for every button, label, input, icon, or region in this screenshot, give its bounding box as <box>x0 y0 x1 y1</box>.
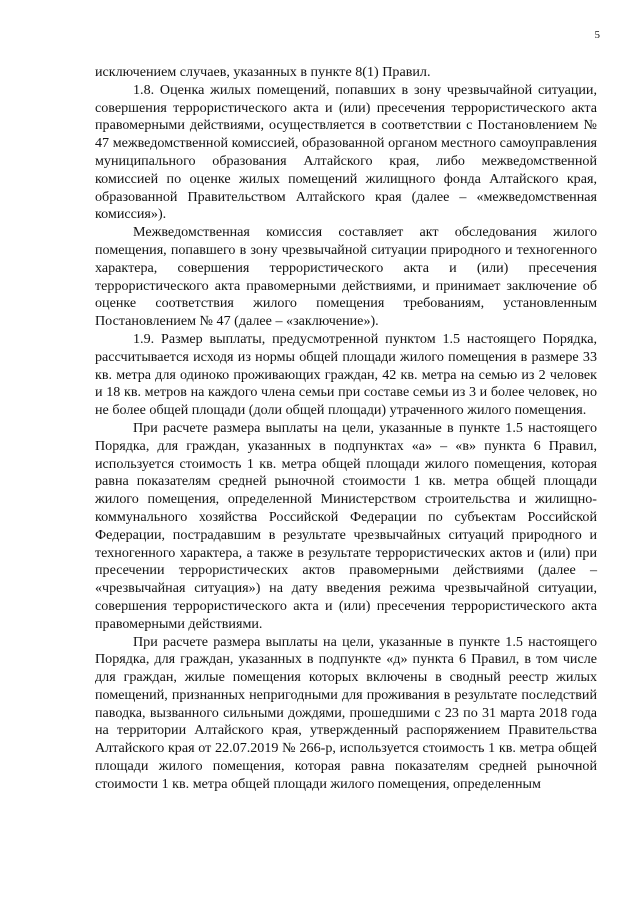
paragraph-4: 1.9. Размер выплаты, предусмотренной пунктом 1.5 настоящего Порядка, рассчитывается исходя из нормы общей площади жилого помещения в размере 33 кв. метра для одиноко проживающих граждан, 42 кв. метра на семью из 2 человек и 18 кв. метров на каждого члена семьи при составе семьи из 3 и более человек, но не более общей площади (доли общей площади) утраченного жилого помещения. <box>95 330 597 419</box>
paragraph-6: При расчете размера выплаты на цели, указанные в пункте 1.5 настоящего Порядка, для граждан, указанных в подпункте «д» пункта 6 Правил, в том числе для граждан, жилые помещения которых включены в сводный реестр жилых помещений, признанных непригодными для проживания в результате последствий паводка, вызванного сильными дождями, прошедшими с 23 по 31 марта 2018 года на территории Алтайского края, утвержденный распоряжением Правительства Алтайского края от 22.07.2019 № 266-р, используется стоимость 1 кв. метра общей площади жилого помещения, которая равна показателям средней рыночной стоимости 1 кв. метра общей площади жилого помещения, определенным <box>95 633 597 792</box>
document-body <box>95 64 597 794</box>
paragraph-5: При расчете размера выплаты на цели, указанные в пункте 1.5 настоящего Порядка, для граждан, указанных в подпунктах «а» – «в» пункта 6 Правил, используется стоимость 1 кв. метра общей площади жилого помещения, которая равна показателям средней рыночной стоимости 1 кв. метра общей площади жилого помещения, определенной Министерством строительства и жилищно-коммунального хозяйства Российской Федерации по субъектам Российской Федерации, пострадавшим в результате чрезвычайных ситуаций природного и техногенного характера, а также в результате террористических актов и (или) при пресечении террористических актов правомерными действиями (далее – «чрезвычайная ситуация») на дату введения режима чрезвычайной ситуации, совершения террористического акта и (или) пресечения террористического акта правомерными действиями. <box>95 419 597 632</box>
page-number: 5 <box>594 29 600 41</box>
paragraph-1: исключением случаев, указанных в пункте 8(1) Правил. <box>95 64 431 80</box>
paragraph-2: 1.8. Оценка жилых помещений, попавших в зону чрезвычайной ситуации, совершения террористического акта и (или) пресечения террористического акта правомерными действиями, осуществляется в соответствии с Постановлением № 47 межведомственной комиссией, образованной органом местного самоуправления муниципального образования Алтайского края, либо межведомственной комиссией по оценке жилых помещений жилищного фонда Алтайского края, образованной Правительством Алтайского края (далее – «межведомственная комиссия»). <box>95 81 597 223</box>
paragraph-3: Межведомственная комиссия составляет акт обследования жилого помещения, попавшего в зону чрезвычайной ситуации природного и техногенного характера, совершения террористического акта и (или) пресечения террористического акта правомерными действиями, и принимает заключение об оценке соответствия жилого помещения требованиям, установленным Постановлением № 47 (далее – «заключение»). <box>95 224 597 330</box>
